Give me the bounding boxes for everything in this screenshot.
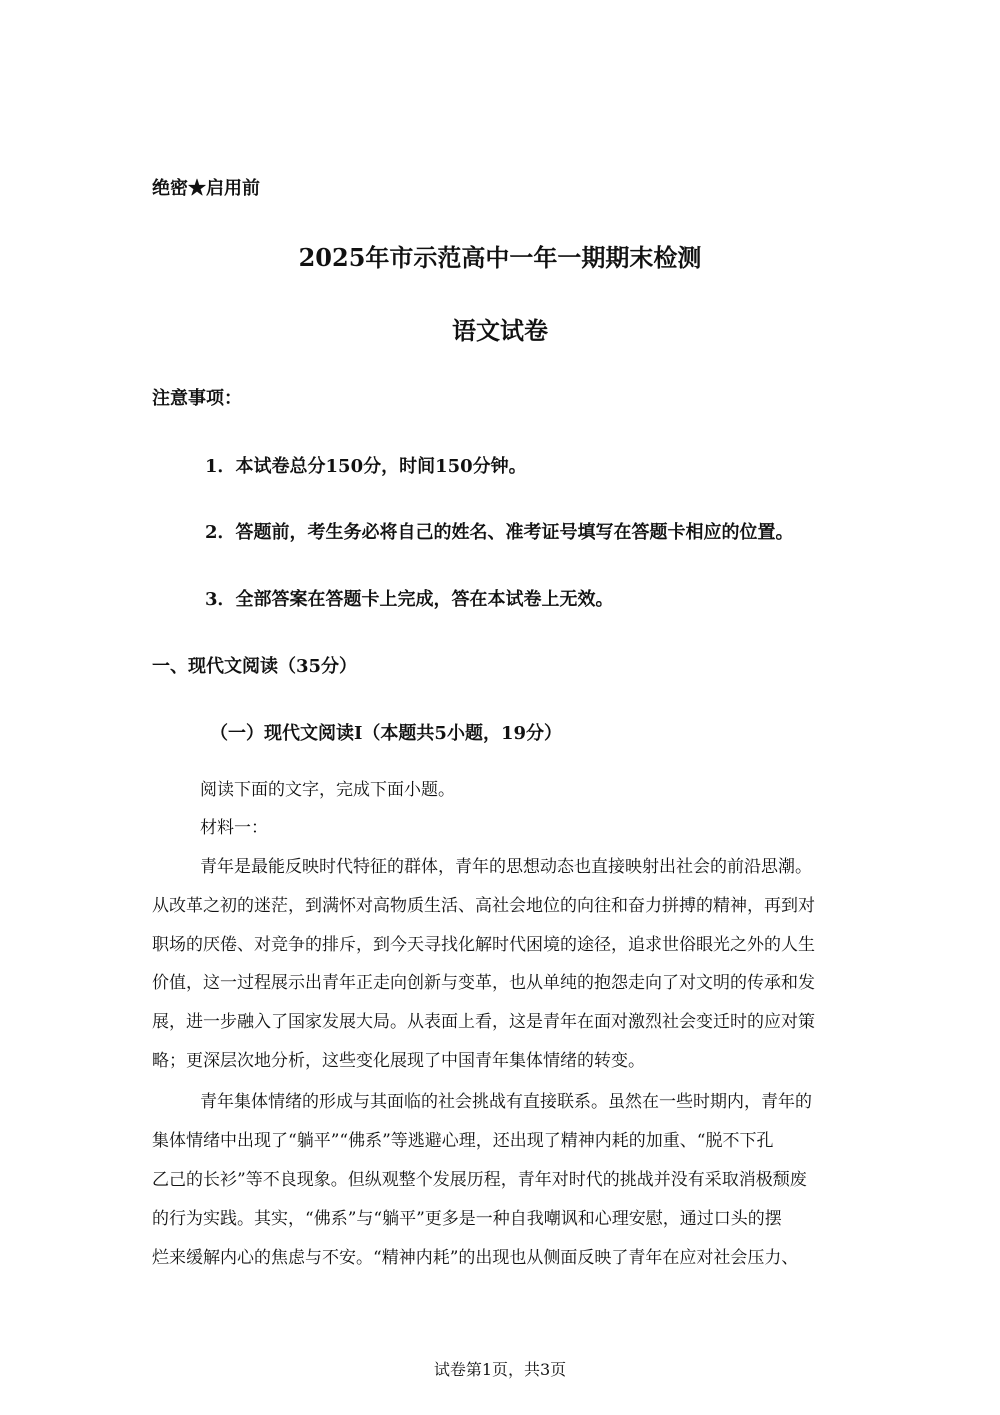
body-line: 的行为实践。其实，“佛系”与“躺平”更多是一种自我嘲讽和心理安慰，通过口头的摆: [152, 1209, 782, 1229]
exam-title: 2025年市示范高中一年一期期末检测: [298, 243, 702, 272]
section-heading: 一、现代文阅读（35分）: [152, 656, 358, 677]
reading-instruction: 阅读下面的文字，完成下面小题。: [200, 780, 455, 800]
notice-item: 3．全部答案在答题卡上完成，答在本试卷上无效。: [205, 589, 614, 610]
body-line: 价值，这一过程展示出青年正走向创新与变革，也从单纯的抱怨走向了对文明的传承和发: [152, 973, 815, 993]
notice-heading: 注意事项：: [152, 388, 242, 409]
subsection-heading: （一）现代文阅读Ⅰ（本题共5小题，19分）: [210, 723, 562, 744]
exam-subject-title: 语文试卷: [452, 316, 548, 345]
body-line: 职场的厌倦、对竞争的排斥，到今天寻找化解时代困境的途径，追求世俗眼光之外的人生: [152, 935, 815, 955]
material-label: 材料一：: [200, 818, 268, 838]
body-line: 青年是最能反映时代特征的群体，青年的思想动态也直接映射出社会的前沿思潮。: [200, 857, 812, 877]
body-line: 集体情绪中出现了“躺平”“佛系”等逃避心理，还出现了精神内耗的加重、“脱不下孔: [152, 1131, 774, 1151]
secret-mark: 绝密★启用前: [152, 178, 260, 199]
body-line: 展，进一步融入了国家发展大局。从表面上看，这是青年在面对激烈社会变迁时的应对策: [152, 1012, 815, 1032]
body-line: 烂来缓解内心的焦虑与不安。“精神内耗”的出现也从侧面反映了青年在应对社会压力、: [152, 1248, 799, 1268]
body-line: 略；更深层次地分析，这些变化展现了中国青年集体情绪的转变。: [152, 1051, 645, 1071]
notice-item: 2．答题前，考生务必将自己的姓名、准考证号填写在答题卡相应的位置。: [205, 522, 794, 543]
page-footer: 试卷第1页，共3页: [433, 1360, 567, 1379]
body-line: 乙己的长衫”等不良现象。但纵观整个发展历程，青年对时代的挑战并没有采取消极颓废: [152, 1170, 807, 1190]
body-line: 青年集体情绪的形成与其面临的社会挑战有直接联系。虽然在一些时期内，青年的: [200, 1092, 812, 1112]
notice-item: 1．本试卷总分150分，时间150分钟。: [205, 456, 527, 477]
body-line: 从改革之初的迷茫，到满怀对高物质生活、高社会地位的向往和奋力拼搏的精神，再到对: [152, 896, 815, 916]
